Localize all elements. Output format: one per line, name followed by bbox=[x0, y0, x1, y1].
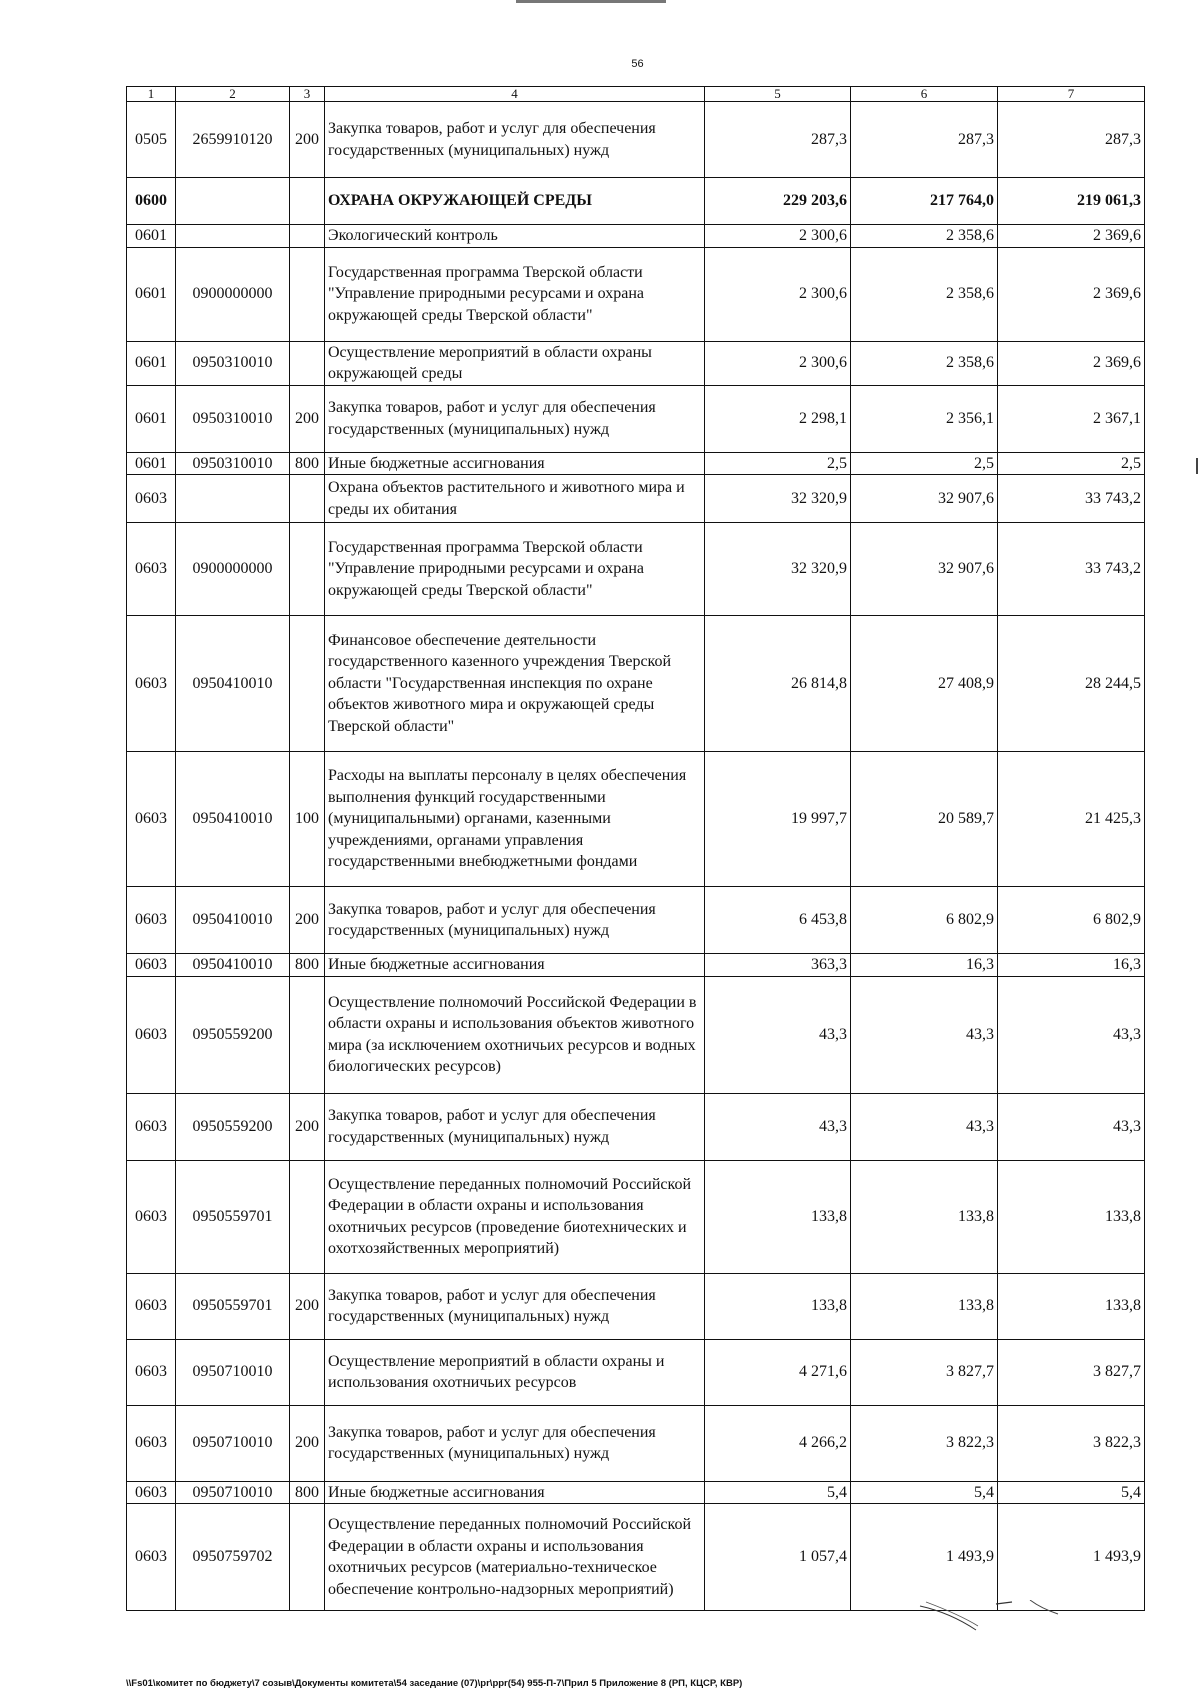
section-code: 0603 bbox=[127, 1481, 176, 1504]
amount-year-2: 2 358,6 bbox=[851, 247, 998, 341]
column-number: 6 bbox=[851, 87, 998, 102]
amount-year-1: 287,3 bbox=[705, 102, 851, 178]
column-number: 2 bbox=[176, 87, 290, 102]
amount-year-2: 2 358,6 bbox=[851, 341, 998, 385]
table-row bbox=[127, 1273, 1145, 1339]
target-article-code: 0950410010 bbox=[176, 616, 290, 752]
expense-type-code bbox=[290, 1339, 325, 1405]
amount-year-1: 32 320,9 bbox=[705, 475, 851, 523]
scan-top-mark bbox=[516, 0, 666, 3]
target-article-code: 0950710010 bbox=[176, 1481, 290, 1504]
amount-year-2: 32 907,6 bbox=[851, 523, 998, 616]
table-row bbox=[127, 1093, 1145, 1160]
amount-year-3: 3 822,3 bbox=[998, 1405, 1145, 1481]
amount-year-2: 16,3 bbox=[851, 954, 998, 977]
amount-year-3: 43,3 bbox=[998, 1093, 1145, 1160]
expense-type-code: 800 bbox=[290, 954, 325, 977]
table-row bbox=[127, 887, 1145, 954]
section-code: 0603 bbox=[127, 752, 176, 887]
expense-type-code: 800 bbox=[290, 1481, 325, 1504]
expense-type-code bbox=[290, 475, 325, 523]
expense-type-code bbox=[290, 341, 325, 385]
table-row bbox=[127, 1405, 1145, 1481]
table-row bbox=[127, 1339, 1145, 1405]
table-row bbox=[127, 247, 1145, 341]
target-article-code: 0900000000 bbox=[176, 247, 290, 341]
column-number-row bbox=[127, 87, 1145, 102]
amount-year-1: 133,8 bbox=[705, 1273, 851, 1339]
column-number: 1 bbox=[127, 87, 176, 102]
section-code: 0601 bbox=[127, 341, 176, 385]
section-code: 0603 bbox=[127, 976, 176, 1093]
expense-type-code bbox=[290, 178, 325, 225]
item-name: Осуществление переданных полномочий Российской Федерации в области охраны и использования охотничьих ресурсов (проведение биотехнических и охотхозяйственных мероприятий) bbox=[325, 1160, 705, 1273]
item-name: Государственная программа Тверской области "Управление природными ресурсами и охрана окружающей среды Тверской области" bbox=[325, 247, 705, 341]
amount-year-1: 5,4 bbox=[705, 1481, 851, 1504]
target-article-code: 2659910120 bbox=[176, 102, 290, 178]
amount-year-2: 32 907,6 bbox=[851, 475, 998, 523]
table-row bbox=[127, 178, 1145, 225]
table-row bbox=[127, 1160, 1145, 1273]
amount-year-2: 287,3 bbox=[851, 102, 998, 178]
amount-year-1: 6 453,8 bbox=[705, 887, 851, 954]
section-code: 0600 bbox=[127, 178, 176, 225]
amount-year-3: 2 369,6 bbox=[998, 225, 1145, 248]
target-article-code: 0950410010 bbox=[176, 752, 290, 887]
section-code: 0601 bbox=[127, 225, 176, 248]
expense-type-code bbox=[290, 616, 325, 752]
expense-type-code: 200 bbox=[290, 102, 325, 178]
target-article-code: 0950559200 bbox=[176, 976, 290, 1093]
item-name: Охрана объектов растительного и животного мира и среды их обитания bbox=[325, 475, 705, 523]
section-code: 0603 bbox=[127, 616, 176, 752]
target-article-code bbox=[176, 475, 290, 523]
amount-year-2: 2 358,6 bbox=[851, 225, 998, 248]
target-article-code: 0950410010 bbox=[176, 887, 290, 954]
amount-year-3: 133,8 bbox=[998, 1160, 1145, 1273]
section-code: 0603 bbox=[127, 475, 176, 523]
item-name: Расходы на выплаты персоналу в целях обеспечения выполнения функций государственными (муниципальными) органами, казенными учреждениями, органами управления государственными внебюджетными фондами bbox=[325, 752, 705, 887]
expense-type-code: 200 bbox=[290, 1273, 325, 1339]
budget-table bbox=[126, 86, 1145, 1611]
table-row bbox=[127, 523, 1145, 616]
expense-type-code: 100 bbox=[290, 752, 325, 887]
amount-year-2: 27 408,9 bbox=[851, 616, 998, 752]
amount-year-1: 133,8 bbox=[705, 1160, 851, 1273]
amount-year-3: 2 369,6 bbox=[998, 341, 1145, 385]
amount-year-3: 2 369,6 bbox=[998, 247, 1145, 341]
section-code: 0601 bbox=[127, 452, 176, 475]
target-article-code bbox=[176, 178, 290, 225]
table-row bbox=[127, 341, 1145, 385]
target-article-code: 0950710010 bbox=[176, 1405, 290, 1481]
table-row bbox=[127, 452, 1145, 475]
section-code: 0603 bbox=[127, 1160, 176, 1273]
amount-year-3: 43,3 bbox=[998, 976, 1145, 1093]
table-row bbox=[127, 752, 1145, 887]
file-path-footer: \\Fs01\комитет по бюджету\7 созыв\Документы комитета\54 заседание (07)\pr\ppr(54) 955-П-7\Прил 5 Приложение 8 (РП, КЦСР, КВР) bbox=[126, 1678, 743, 1689]
item-name: Государственная программа Тверской области "Управление природными ресурсами и охрана окружающей среды Тверской области" bbox=[325, 523, 705, 616]
target-article-code: 0950559701 bbox=[176, 1273, 290, 1339]
item-name: Закупка товаров, работ и услуг для обеспечения государственных (муниципальных) нужд bbox=[325, 1093, 705, 1160]
amount-year-2: 133,8 bbox=[851, 1160, 998, 1273]
section-code: 0603 bbox=[127, 1093, 176, 1160]
amount-year-3: 3 827,7 bbox=[998, 1339, 1145, 1405]
amount-year-1: 19 997,7 bbox=[705, 752, 851, 887]
expense-type-code bbox=[290, 225, 325, 248]
column-number: 3 bbox=[290, 87, 325, 102]
expense-type-code: 200 bbox=[290, 1405, 325, 1481]
section-code: 0603 bbox=[127, 887, 176, 954]
amount-year-3: 219 061,3 bbox=[998, 178, 1145, 225]
target-article-code bbox=[176, 225, 290, 248]
table-row bbox=[127, 616, 1145, 752]
table-row bbox=[127, 1481, 1145, 1504]
amount-year-3: 133,8 bbox=[998, 1273, 1145, 1339]
pen-scribble bbox=[918, 1600, 1068, 1636]
amount-year-1: 2 298,1 bbox=[705, 385, 851, 452]
budget-table-body bbox=[127, 87, 1145, 1611]
section-code: 0601 bbox=[127, 385, 176, 452]
page-number: 56 bbox=[631, 58, 644, 70]
item-name: Закупка товаров, работ и услуг для обеспечения государственных (муниципальных) нужд bbox=[325, 887, 705, 954]
table-row bbox=[127, 976, 1145, 1093]
amount-year-1: 32 320,9 bbox=[705, 523, 851, 616]
amount-year-1: 4 266,2 bbox=[705, 1405, 851, 1481]
target-article-code: 0950710010 bbox=[176, 1339, 290, 1405]
amount-year-2: 43,3 bbox=[851, 976, 998, 1093]
section-code: 0603 bbox=[127, 1504, 176, 1611]
amount-year-2: 2,5 bbox=[851, 452, 998, 475]
amount-year-3: 33 743,2 bbox=[998, 523, 1145, 616]
expense-type-code bbox=[290, 976, 325, 1093]
amount-year-1: 363,3 bbox=[705, 954, 851, 977]
amount-year-1: 26 814,8 bbox=[705, 616, 851, 752]
expense-type-code bbox=[290, 1160, 325, 1273]
section-code: 0603 bbox=[127, 1339, 176, 1405]
expense-type-code: 800 bbox=[290, 452, 325, 475]
item-name: Иные бюджетные ассигнования bbox=[325, 954, 705, 977]
item-name: ОХРАНА ОКРУЖАЮЩЕЙ СРЕДЫ bbox=[325, 178, 705, 225]
item-name: Осуществление мероприятий в области охраны окружающей среды bbox=[325, 341, 705, 385]
item-name: Осуществление полномочий Российской Федерации в области охраны и использования объектов животного мира (за исключением охотничьих ресурсов и водных биологических ресурсов) bbox=[325, 976, 705, 1093]
amount-year-2: 3 822,3 bbox=[851, 1405, 998, 1481]
target-article-code: 0950310010 bbox=[176, 341, 290, 385]
amount-year-3: 5,4 bbox=[998, 1481, 1145, 1504]
target-article-code: 0950559200 bbox=[176, 1093, 290, 1160]
item-name: Закупка товаров, работ и услуг для обеспечения государственных (муниципальных) нужд bbox=[325, 102, 705, 178]
amount-year-3: 6 802,9 bbox=[998, 887, 1145, 954]
amount-year-1: 2,5 bbox=[705, 452, 851, 475]
item-name: Закупка товаров, работ и услуг для обеспечения государственных (муниципальных) нужд bbox=[325, 385, 705, 452]
amount-year-2: 217 764,0 bbox=[851, 178, 998, 225]
amount-year-1: 2 300,6 bbox=[705, 225, 851, 248]
amount-year-2: 20 589,7 bbox=[851, 752, 998, 887]
section-code: 0603 bbox=[127, 1405, 176, 1481]
expense-type-code bbox=[290, 247, 325, 341]
amount-year-3: 33 743,2 bbox=[998, 475, 1145, 523]
item-name: Финансовое обеспечение деятельности государственного казенного учреждения Тверской области "Государственная инспекция по охране объектов животного мира и окружающей среды Тверской области" bbox=[325, 616, 705, 752]
table-row bbox=[127, 102, 1145, 178]
item-name: Экологический контроль bbox=[325, 225, 705, 248]
table-row bbox=[127, 954, 1145, 977]
section-code: 0603 bbox=[127, 1273, 176, 1339]
item-name: Закупка товаров, работ и услуг для обеспечения государственных (муниципальных) нужд bbox=[325, 1273, 705, 1339]
expense-type-code bbox=[290, 1504, 325, 1611]
expense-type-code: 200 bbox=[290, 1093, 325, 1160]
amount-year-3: 287,3 bbox=[998, 102, 1145, 178]
amount-year-3: 21 425,3 bbox=[998, 752, 1145, 887]
expense-type-code: 200 bbox=[290, 887, 325, 954]
amount-year-3: 1 493,9 bbox=[998, 1504, 1145, 1611]
amount-year-1: 4 271,6 bbox=[705, 1339, 851, 1405]
amount-year-2: 133,8 bbox=[851, 1273, 998, 1339]
item-name: Осуществление мероприятий в области охраны и использования охотничьих ресурсов bbox=[325, 1339, 705, 1405]
item-name: Закупка товаров, работ и услуг для обеспечения государственных (муниципальных) нужд bbox=[325, 1405, 705, 1481]
table-row bbox=[127, 225, 1145, 248]
table-row bbox=[127, 1504, 1145, 1611]
section-code: 0603 bbox=[127, 523, 176, 616]
amount-year-2: 2 356,1 bbox=[851, 385, 998, 452]
section-code: 0505 bbox=[127, 102, 176, 178]
item-name: Иные бюджетные ассигнования bbox=[325, 452, 705, 475]
table-row bbox=[127, 385, 1145, 452]
amount-year-2: 5,4 bbox=[851, 1481, 998, 1504]
amount-year-2: 3 827,7 bbox=[851, 1339, 998, 1405]
target-article-code: 0950559701 bbox=[176, 1160, 290, 1273]
scan-edge-mark bbox=[1196, 458, 1198, 474]
amount-year-3: 2 367,1 bbox=[998, 385, 1145, 452]
amount-year-1: 43,3 bbox=[705, 976, 851, 1093]
target-article-code: 0950410010 bbox=[176, 954, 290, 977]
expense-type-code: 200 bbox=[290, 385, 325, 452]
amount-year-2: 1 493,9 bbox=[851, 1504, 998, 1611]
amount-year-3: 16,3 bbox=[998, 954, 1145, 977]
target-article-code: 0900000000 bbox=[176, 523, 290, 616]
amount-year-3: 2,5 bbox=[998, 452, 1145, 475]
column-number: 5 bbox=[705, 87, 851, 102]
expense-type-code bbox=[290, 523, 325, 616]
target-article-code: 0950759702 bbox=[176, 1504, 290, 1611]
target-article-code: 0950310010 bbox=[176, 385, 290, 452]
item-name: Иные бюджетные ассигнования bbox=[325, 1481, 705, 1504]
target-article-code: 0950310010 bbox=[176, 452, 290, 475]
column-number: 7 bbox=[998, 87, 1145, 102]
amount-year-1: 1 057,4 bbox=[705, 1504, 851, 1611]
amount-year-1: 229 203,6 bbox=[705, 178, 851, 225]
amount-year-2: 43,3 bbox=[851, 1093, 998, 1160]
section-code: 0603 bbox=[127, 954, 176, 977]
table-row bbox=[127, 475, 1145, 523]
column-number: 4 bbox=[325, 87, 705, 102]
item-name: Осуществление переданных полномочий Российской Федерации в области охраны и использования охотничьих ресурсов (материально-техническое обеспечение контрольно-надзорных мероприятий) bbox=[325, 1504, 705, 1611]
amount-year-1: 2 300,6 bbox=[705, 247, 851, 341]
amount-year-2: 6 802,9 bbox=[851, 887, 998, 954]
amount-year-3: 28 244,5 bbox=[998, 616, 1145, 752]
amount-year-1: 2 300,6 bbox=[705, 341, 851, 385]
amount-year-1: 43,3 bbox=[705, 1093, 851, 1160]
section-code: 0601 bbox=[127, 247, 176, 341]
